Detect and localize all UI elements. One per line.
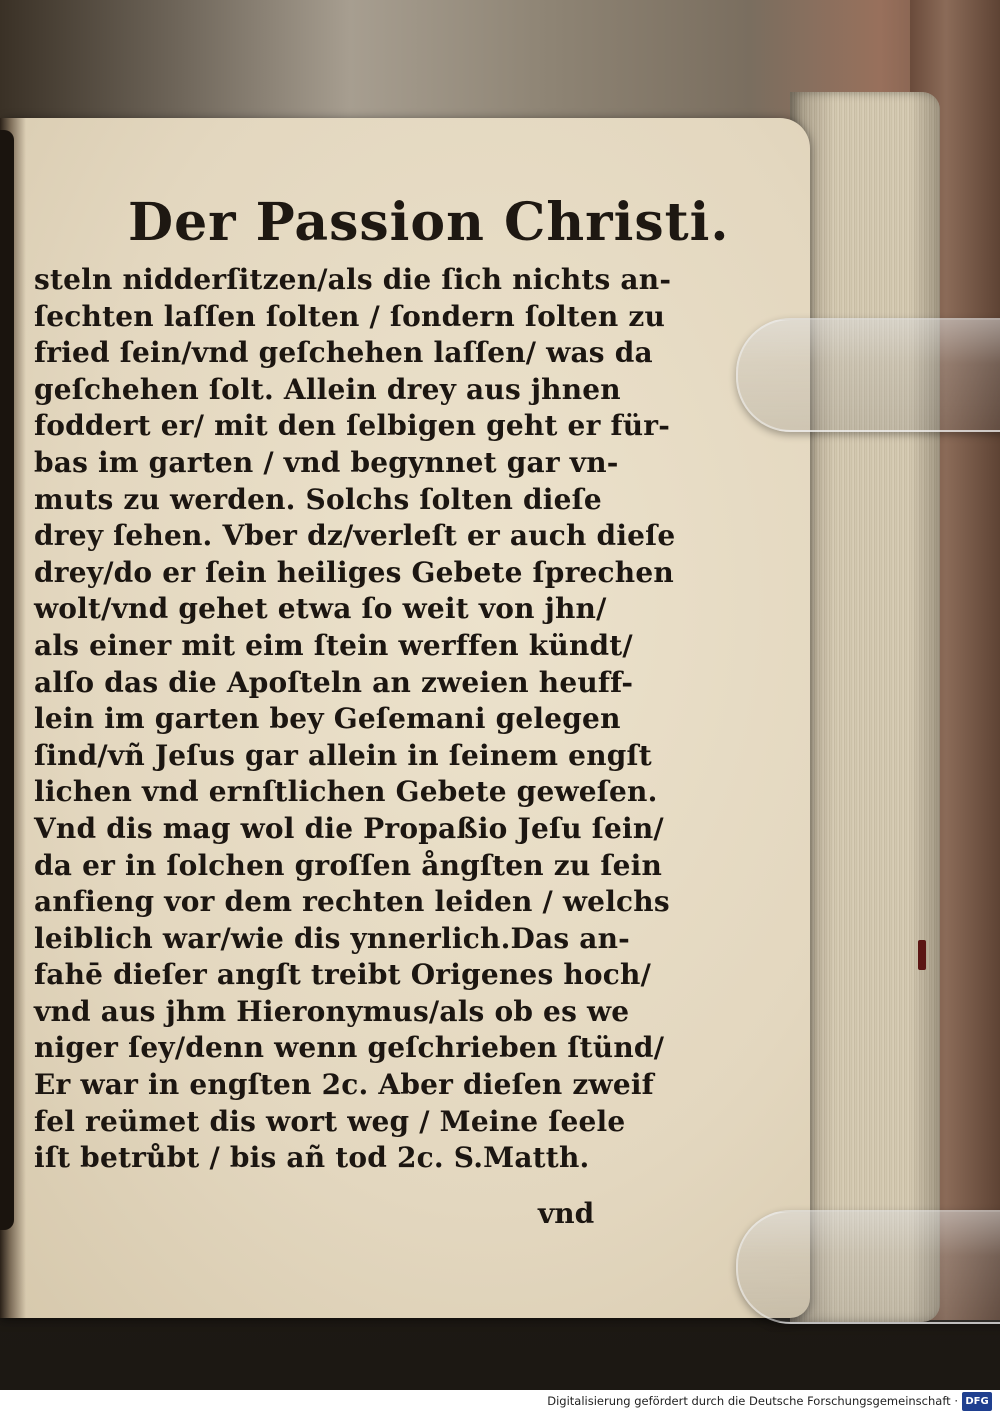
text-line: alſo das die Apoſteln an zweien heuff- (34, 665, 634, 699)
text-line: vnd aus jhm Hieronymus/als ob es we (34, 994, 630, 1028)
text-line: niger ſey/denn wenn geſchrieben ſtünd/ (34, 1031, 665, 1065)
text-line: Vnd dis mag wol die Propaßio Jeſu ſein/ (34, 811, 664, 845)
fore-edge-shadow (790, 92, 940, 1322)
text-line: bas im garten / vnd begynnet gar vn- (34, 445, 619, 479)
text-line: muts zu werden. Solchs ſolten dieſe (34, 482, 602, 516)
text-line: als einer mit eim ſtein werffen kündt/ (34, 628, 633, 662)
text-line: geſchehen ſolt. Allein drey aus jhnen (34, 372, 621, 406)
footer-credit-bar (0, 1390, 1000, 1413)
text-line: leiblich war/wie dis ynnerlich.Das an- (34, 921, 630, 955)
text-line: Er war in engſten 2c. Aber dieſen zweif (34, 1068, 654, 1102)
running-head: Der Passion Christi. (128, 192, 730, 253)
text-line: steln nidderſitzen/als die ſich nichts an- (34, 263, 672, 296)
text-line: drey ſehen. Vber dz/verleſt er auch dieſe (34, 519, 676, 553)
text-line: fahē dieſer angſt treibt Origenes hoch/ (34, 958, 652, 992)
dfg-logo: DFG (962, 1392, 992, 1411)
glass-clamp-bottom (736, 1210, 1000, 1324)
text-line: iſt betrůbt / bis añ tod 2c. S.Matth. (34, 1141, 590, 1175)
text-line: fried ſein/vnd geſchehen laſſen/ was da (34, 336, 653, 370)
text-line: foddert er/ mit den ſelbigen geht er für- (34, 409, 671, 443)
facing-page-edge (0, 130, 14, 1230)
funding-credit: Digitalisierung gefördert durch die Deutsche Forschungsgemeinschaft · (547, 1394, 958, 1408)
text-line: lichen vnd ernſtlichen Gebete geweſen. (34, 775, 658, 809)
text-line: ſechten laſſen ſolten / ſondern ſolten zu (34, 299, 666, 333)
text-line: ſind/vñ Jeſus gar allein in ſeinem engſt (34, 738, 652, 772)
text-line: wolt/vnd gehet etwa ſo weit von jhn/ (34, 592, 607, 626)
text-line: fel reümet dis wort weg / Meine ſeele (34, 1104, 626, 1138)
catchword: vnd (538, 1197, 595, 1230)
text-line: da er in ſolchen groſſen ångſten zu ſein (34, 848, 663, 882)
text-line: lein im garten bey Geſemani gelegen (34, 702, 621, 736)
text-line: anfieng vor dem rechten leiden / welchs (34, 885, 670, 919)
text-line: drey/do er ſein heiliges Gebete ſprechen (34, 555, 674, 589)
text-block (34, 262, 676, 1177)
bookmark-ribbon (918, 940, 926, 970)
glass-clamp-top (736, 318, 1000, 432)
